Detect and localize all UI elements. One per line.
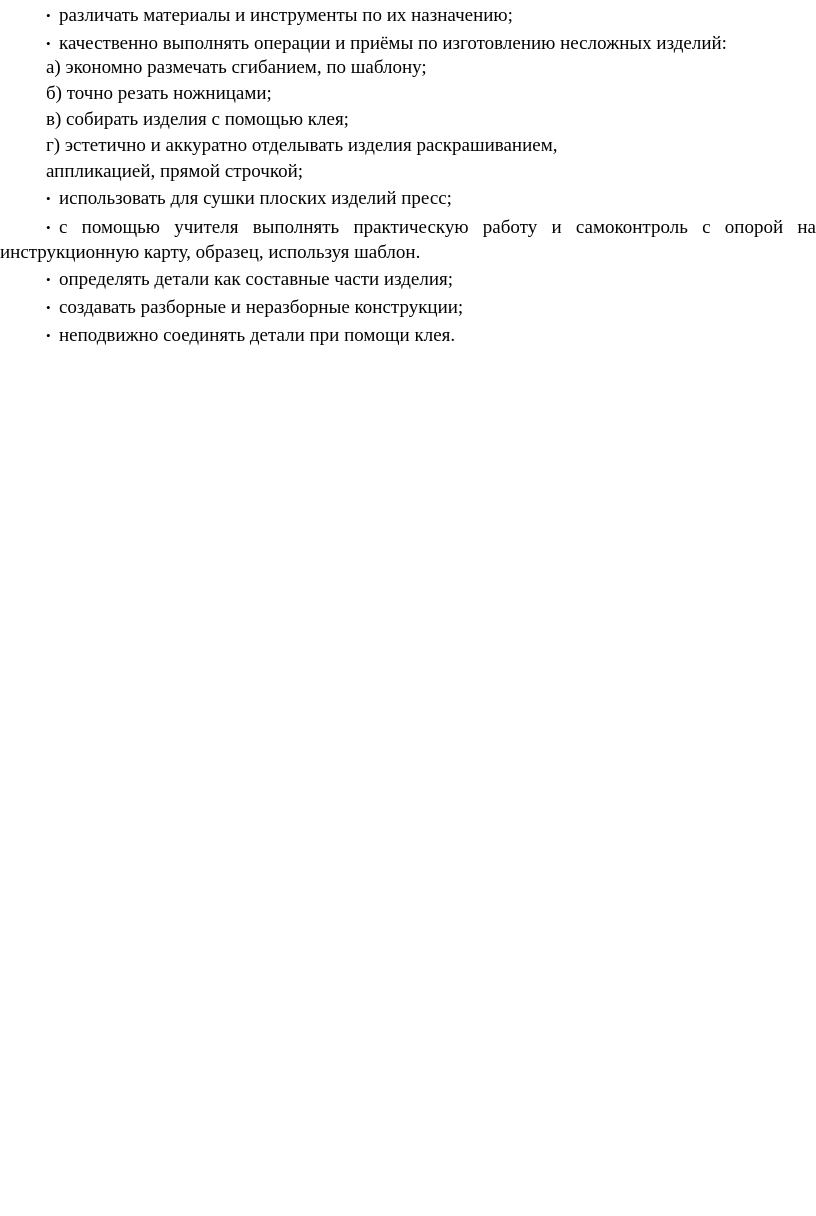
bullet-icon: • <box>46 328 51 343</box>
bullet-icon: • <box>46 8 51 23</box>
sub-item-text: г) эстетично и аккуратно отделывать изделия раскрашиванием, <box>46 135 558 156</box>
list-item <box>46 268 816 292</box>
list-item <box>46 187 816 211</box>
bullet-icon: • <box>46 36 51 51</box>
sub-item <box>46 56 816 80</box>
list-item-text: определять детали как составные части изделия; <box>59 269 454 290</box>
list-item <box>46 216 816 240</box>
bullet-icon: • <box>46 300 51 315</box>
sub-item-text: аппликацией, прямой строчкой; <box>46 161 304 182</box>
list-item <box>46 4 816 28</box>
sub-item <box>46 82 816 106</box>
bullet-icon: • <box>46 191 51 206</box>
sub-item-continuation <box>46 160 816 184</box>
sub-item-text: б) точно резать ножницами; <box>46 83 272 104</box>
sub-item-text: в) собирать изделия с помощью клея; <box>46 109 349 130</box>
list-item-text: с помощью учителя выполнять практическую работу и самоконтроль с опорой на <box>59 217 816 238</box>
list-item-text: неподвижно соединять детали при помощи клея. <box>59 325 456 346</box>
bullet-icon: • <box>46 272 51 287</box>
list-item <box>46 296 816 320</box>
sub-item-text: а) экономно размечать сгибанием, по шаблону; <box>46 57 427 78</box>
sub-item <box>46 108 816 132</box>
list-item <box>46 32 816 56</box>
list-item-text: различать материалы и инструменты по их назначению; <box>59 5 513 26</box>
list-item-text: использовать для сушки плоских изделий пресс; <box>59 188 452 209</box>
list-item-text: создавать разборные и неразборные конструкции; <box>59 297 464 318</box>
bullet-icon: • <box>46 220 51 235</box>
list-item-text: качественно выполнять операции и приёмы по изготовлению несложных изделий: <box>59 33 727 54</box>
list-item-text: инструкционную карту, образец, используя шаблон. <box>0 242 421 263</box>
list-item <box>46 324 816 348</box>
sub-item <box>46 134 816 158</box>
list-item-continuation <box>0 241 816 265</box>
